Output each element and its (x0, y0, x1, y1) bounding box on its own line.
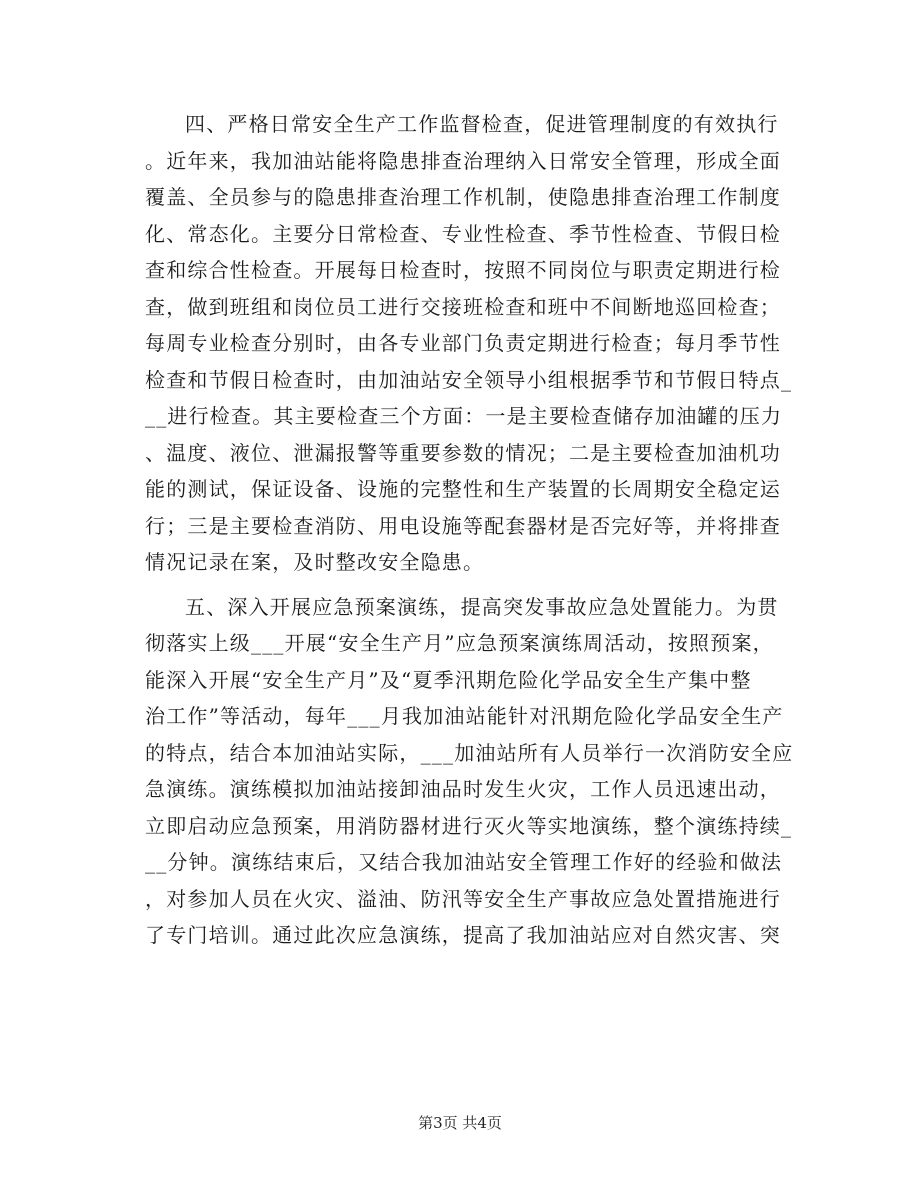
paragraph-line: 了专门培训。通过此次应急演练，提高了我加油站应对自然灾害、突 (145, 923, 781, 947)
paragraph-line: 、温度、液位、泄漏报警等重要参数的情况；二是主要检查加油机功 (145, 440, 781, 465)
paragraph-line: __分钟。演练结束后，又结合我加油站安全管理工作好的经验和做法 (145, 850, 783, 874)
paragraph-line: 彻落实上级___开展“安全生产月”应急预案演练周活动，按照预案， (145, 631, 774, 655)
paragraph-line: 四、严格日常安全生产工作监督检查，促进管理制度的有效执行 (185, 112, 779, 136)
document-body (145, 106, 794, 954)
paragraph-spacer (145, 581, 785, 589)
paragraph-line: 检查和节假日检查时，由加油站安全领导小组根据季节和节假日特点_ (145, 367, 793, 392)
paragraph-line: 五、深入开展应急预案演练，提高突发事故应急处置能力。为贯 (185, 594, 779, 619)
paragraph-line: ，对参加人员在火灾、溢油、防汛等安全生产事故应急处置措施进行 (145, 886, 781, 911)
paragraph-line: 能深入开展“安全生产月”及“夏季汛期危险化学品安全生产集中整 (145, 667, 752, 692)
paragraph-line: 治工作”等活动，每年___月我加油站能针对汛期危险化学品安全生产 (145, 704, 784, 728)
paragraph-line: 急演练。演练模拟加油站接卸油品时发生火灾，工作人员迅速出动， (145, 777, 781, 801)
paragraph-line: 情况记录在案，及时整改安全隐患。 (145, 550, 485, 574)
page-number-footer: 第3页 共4页 (418, 1114, 502, 1132)
paragraph-line: 立即启动应急预案，用消防器材进行灭火等实地演练，整个演练持续_ (145, 813, 793, 838)
paragraph-section-four (145, 106, 793, 581)
paragraph-line: 。近年来，我加油站能将隐患排查治理纳入日常安全管理，形成全面 (145, 148, 781, 173)
paragraph-line: 能的测试，保证设备、设施的完整性和生产装置的长周期安全稳定运 (145, 477, 781, 501)
paragraph-line: 覆盖、全员参与的隐患排查治理工作机制，使隐患排查治理工作制度 (145, 185, 781, 209)
paragraph-line: 的特点，结合本加油站实际，___加油站所有人员举行一次消防安全应 (145, 740, 794, 765)
paragraph-line: 查和综合性检查。开展每日检查时，按照不同岗位与职责定期进行检 (145, 258, 781, 282)
paragraph-section-five (145, 589, 794, 954)
paragraph-line: 查，做到班组和岗位员工进行交接班检查和班中不间断地巡回检查； (145, 294, 781, 319)
paragraph-line: 化、常态化。主要分日常检查、专业性检查、季节性检查、节假日检 (145, 221, 781, 246)
paragraph-line: __进行检查。其主要检查三个方面：一是主要检查储存加油罐的压力 (145, 404, 783, 428)
paragraph-line: 行；三是主要检查消防、用电设施等配套器材是否完好等，并将排查 (145, 513, 781, 538)
paragraph-line: 每周专业检查分别时，由各专业部门负责定期进行检查；每月季节性 (145, 331, 781, 355)
